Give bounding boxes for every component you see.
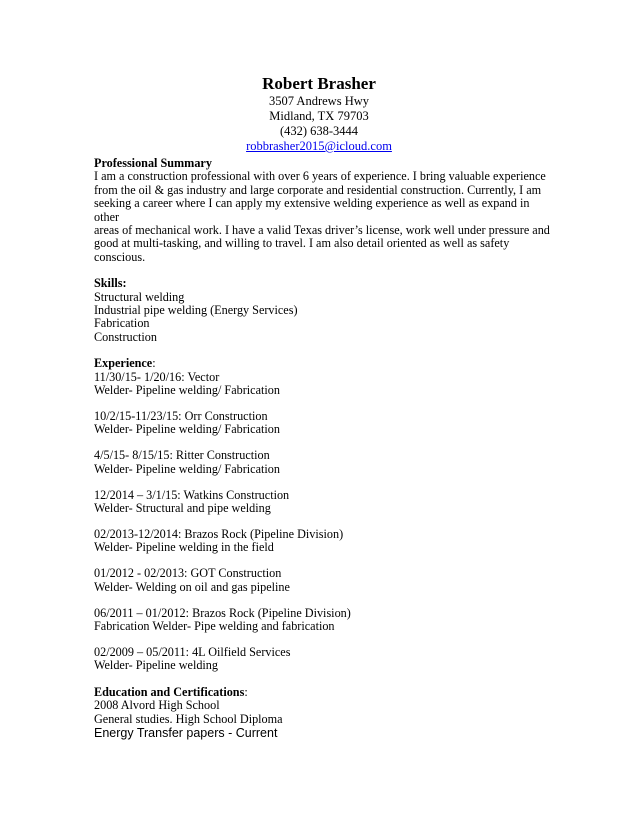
experience-entry <box>94 567 554 594</box>
education-line: 2008 Alvord High School <box>94 698 220 713</box>
summary-line: seeking a career where I can apply my extensive welding experience as well as expand in other <box>94 196 530 224</box>
experience-dates-company: 02/2013-12/2014: Brazos Rock (Pipeline Division) <box>94 526 344 541</box>
summary-line: from the oil & gas industry and large corporate and residential construction. Currently, I am <box>94 182 542 197</box>
experience-role: Welder- Welding on oil and gas pipeline <box>94 579 290 594</box>
summary-line: good at multi-tasking, and willing to travel. I am also detail oriented as well as safety conscious. <box>94 236 510 264</box>
experience-role: Fabrication Welder- Pipe welding and fabrication <box>94 618 335 633</box>
experience-role: Welder- Pipeline welding/ Fabrication <box>94 383 280 398</box>
city-line: Midland, TX 79703 <box>269 109 369 123</box>
experience-entry <box>94 371 554 398</box>
experience-dates-company: 10/2/15-11/23/15: Orr Construction <box>94 409 268 423</box>
address-line: 3507 Andrews Hwy <box>269 94 369 108</box>
education-heading: Education and Certifications: <box>94 684 248 699</box>
summary-text <box>94 170 554 264</box>
email-link[interactable]: robbrasher2015@icloud.com <box>246 139 392 153</box>
experience-dates-company: 12/2014 – 3/1/15: Watkins Construction <box>94 487 290 502</box>
candidate-name: Robert Brasher <box>262 74 376 93</box>
experience-role: Welder- Pipeline welding in the field <box>94 540 274 555</box>
experience-role: Welder- Pipeline welding/ Fabrication <box>94 461 280 476</box>
summary-line: areas of mechanical work. I have a valid Texas driver’s license, work well under pressure and <box>94 223 550 238</box>
resume-header <box>0 74 638 154</box>
experience-entry <box>94 410 554 437</box>
experience-role: Welder- Pipeline welding/ Fabrication <box>94 422 280 437</box>
skill-item: Construction <box>94 329 157 344</box>
experience-entry <box>94 607 554 634</box>
phone-line: (432) 638-3444 <box>279 124 359 138</box>
summary-line: I am a construction professional with over 6 years of experience. I bring valuable experience <box>94 169 546 184</box>
skill-item: Fabrication <box>94 316 150 331</box>
experience-role: Welder- Structural and pipe welding <box>94 501 271 516</box>
experience-entry <box>94 449 554 476</box>
experience-dates-company: 4/5/15- 8/15/15: Ritter Construction <box>94 448 270 463</box>
experience-dates-company: 06/2011 – 01/2012: Brazos Rock (Pipeline Division) <box>94 605 351 620</box>
experience-entry <box>94 528 554 555</box>
experience-entry <box>94 646 554 673</box>
education-line: General studies. High School Diploma <box>94 711 283 726</box>
experience-dates-company: 11/30/15- 1/20/16: Vector <box>94 369 220 384</box>
skill-item: Industrial pipe welding (Energy Services) <box>94 303 298 318</box>
experience-role: Welder- Pipeline welding <box>94 658 218 673</box>
summary-heading: Professional Summary <box>94 156 212 170</box>
experience-heading: Experience: <box>94 356 156 371</box>
certification-line: Energy Transfer papers - Current <box>94 725 278 740</box>
experience-dates-company: 01/2012 - 02/2013: GOT Construction <box>94 566 282 581</box>
skills-heading: Skills: <box>94 276 127 291</box>
experience-entry <box>94 489 554 516</box>
resume-body <box>94 157 554 741</box>
experience-dates-company: 02/2009 – 05/2011: 4L Oilfield Services <box>94 644 291 659</box>
skill-item: Structural welding <box>94 289 185 304</box>
